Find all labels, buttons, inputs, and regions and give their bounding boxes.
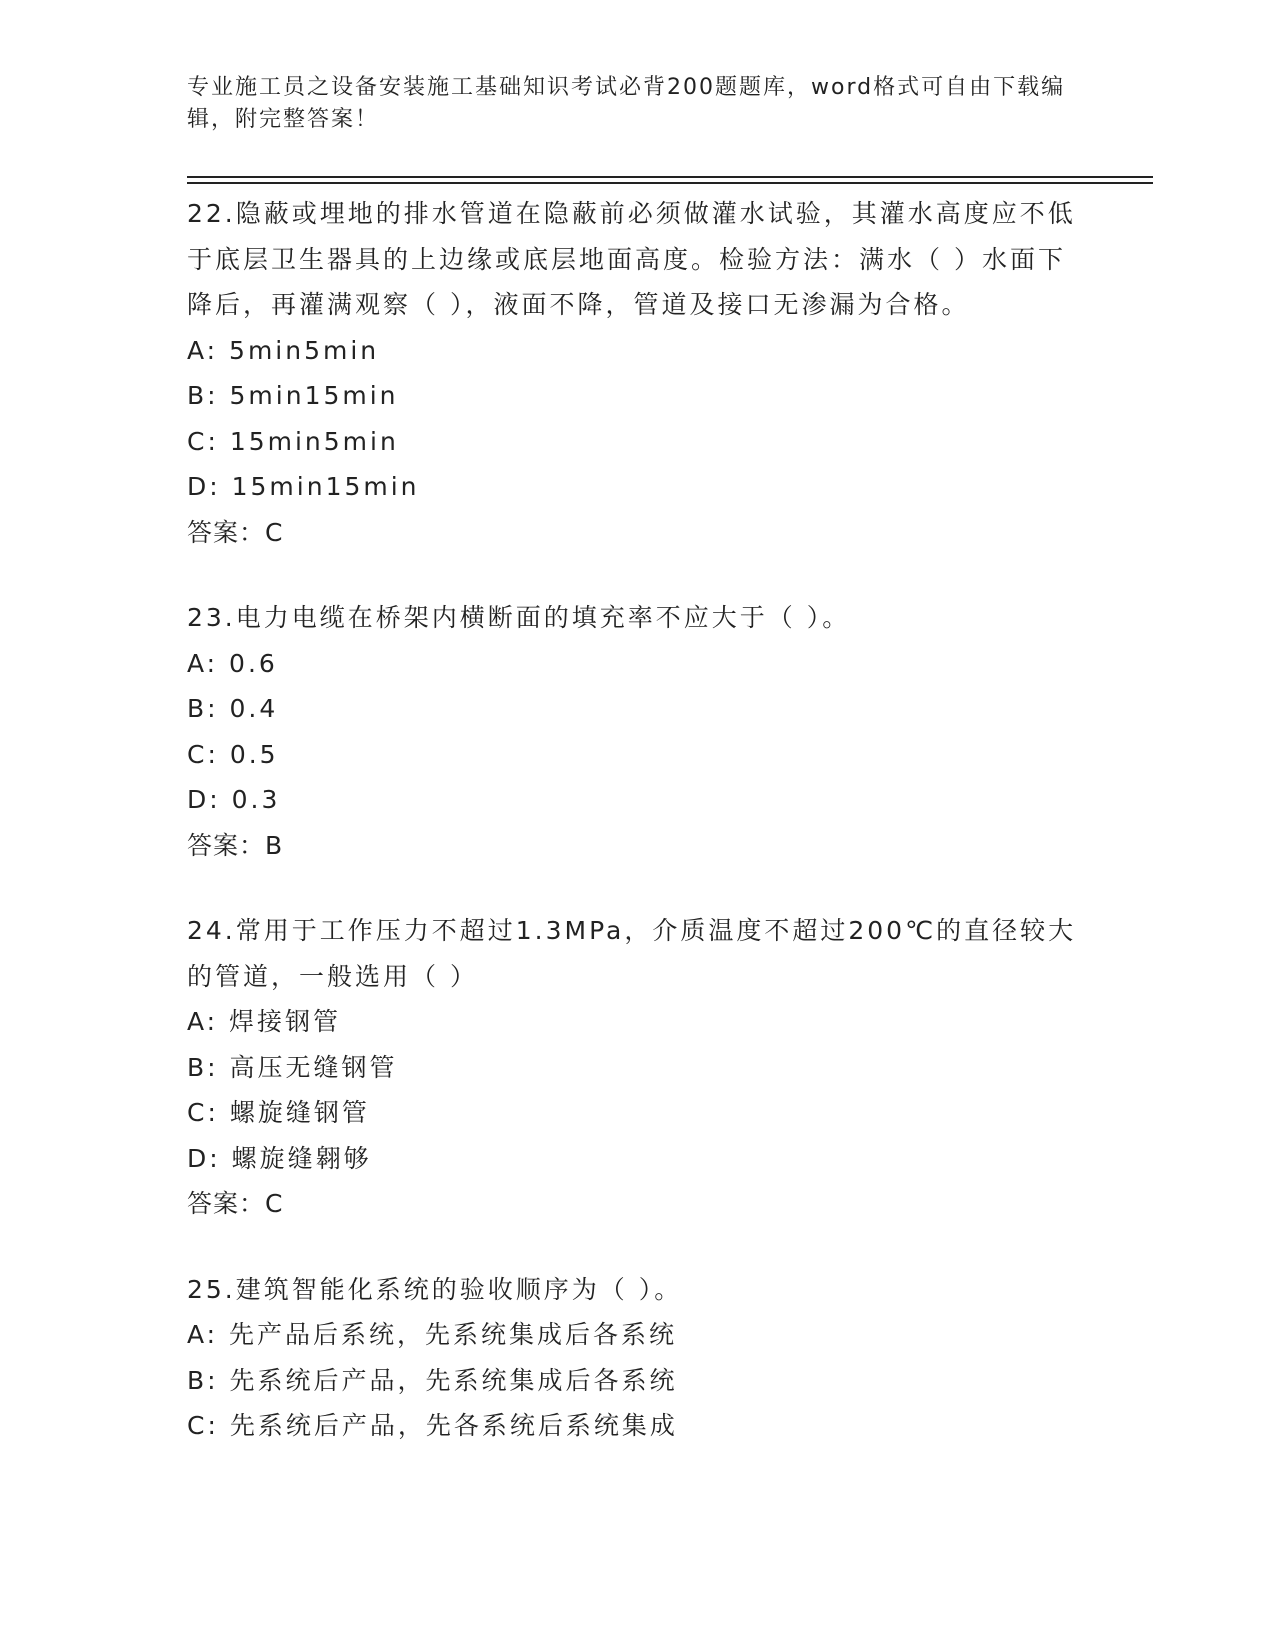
question-stem: 24.常用于工作压力不超过1.3MPa，介质温度不超过200℃的直径较大的管道，一般选用（ ） — [187, 916, 1077, 991]
option-a: A: 0.6 — [187, 648, 278, 678]
option-a: A: 5min5min — [187, 335, 380, 365]
option-c: C: 先系统后产品，先各系统后系统集成 — [187, 1411, 678, 1440]
option-d: D: 0.3 — [187, 785, 281, 814]
header-divider-top — [187, 176, 1153, 178]
question-stem: 23.电力电缆在桥架内横断面的填充率不应大于（ ）。 — [187, 603, 851, 632]
question-22 — [187, 191, 1087, 555]
question-list — [187, 191, 1087, 1489]
option-b: B: 5min15min — [187, 381, 399, 410]
option-b: B: 0.4 — [187, 694, 279, 723]
answer-line: 答案：B — [187, 830, 284, 860]
option-c: C: 15min5min — [187, 426, 399, 456]
question-stem: 25.建筑智能化系统的验收顺序为（ ）。 — [187, 1274, 683, 1304]
document-header: 专业施工员之设备安装施工基础知识考试必背200题题库，word格式可自由下载编辑，附完整答案！ — [187, 75, 1066, 132]
option-a: A: 焊接钢管 — [187, 1007, 342, 1036]
answer-line: 答案：C — [187, 517, 284, 547]
option-d: D: 15min15min — [187, 472, 420, 501]
option-c: C: 螺旋缝钢管 — [187, 1098, 370, 1127]
header-divider-bottom — [187, 182, 1153, 184]
question-stem: 22.隐蔽或埋地的排水管道在隐蔽前必须做灌水试验，其灌水高度应不低于底层卫生器具的上边缘或底层地面高度。检验方法：满水（ ）水面下降后，再灌满观察（ ），液面不降，管道及接口无渗漏为合格。 — [187, 199, 1076, 319]
answer-line: 答案：C — [187, 1189, 284, 1218]
question-24 — [187, 908, 1087, 1227]
option-b: B: 先系统后产品，先系统集成后各系统 — [187, 1365, 678, 1395]
option-d: D: 螺旋缝翱够 — [187, 1143, 372, 1173]
option-c: C: 0.5 — [187, 739, 279, 769]
option-b: B: 高压无缝钢管 — [187, 1052, 398, 1082]
question-23 — [187, 595, 1087, 868]
option-a: A: 先产品后系统，先系统集成后各系统 — [187, 1320, 678, 1349]
question-25 — [187, 1267, 1087, 1449]
